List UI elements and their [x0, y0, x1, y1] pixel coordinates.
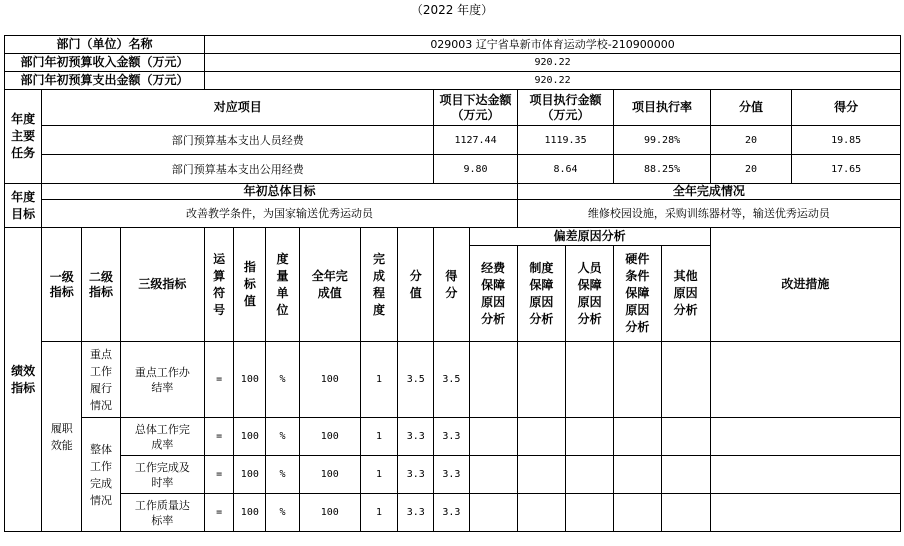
improve-cell	[710, 342, 900, 418]
actual-value: 100	[299, 418, 360, 456]
l2-value-text: 整体工作完成情况	[90, 442, 113, 507]
l3-value	[120, 456, 204, 494]
annual-tasks-label: 年度 主要 任务	[5, 90, 42, 184]
degree-header	[360, 228, 397, 342]
dev-system-header	[517, 246, 565, 342]
actual-value: 100	[299, 342, 360, 418]
task-item: 部门预算基本支出公用经费	[42, 155, 434, 184]
task-score-value-header: 分值	[710, 90, 791, 126]
completion-header: 全年完成情况	[517, 184, 900, 200]
dev-funding-cell	[469, 342, 517, 418]
deviation-header: 偏差原因分析	[469, 228, 710, 246]
income-label: 部门年初预算收入金额（万元）	[5, 54, 205, 72]
dev-funding-cell	[469, 456, 517, 494]
unit-header	[266, 228, 299, 342]
score-value: 3.3	[434, 418, 469, 456]
dev-hardware-text: 硬件条件保障原因分析	[625, 252, 650, 334]
income-value: 920.22	[205, 54, 901, 72]
actual-value: 100	[299, 494, 360, 532]
dev-system-text: 制度保障原因分析	[529, 260, 554, 326]
l3-value	[120, 418, 204, 456]
score-value: 3.5	[434, 342, 469, 418]
unit-value: %	[266, 456, 299, 494]
task-item: 部门预算基本支出人员经费	[42, 126, 434, 155]
score-header	[434, 228, 469, 342]
task-score: 17.65	[792, 155, 901, 184]
target-value: 100	[234, 494, 266, 532]
report-year-caption: （2022 年度）	[410, 3, 494, 17]
op-header-text: 运算符号	[213, 251, 226, 317]
l3-value-text: 重点工作办结率	[134, 365, 190, 394]
l2-value	[82, 418, 120, 532]
target-value: 100	[234, 342, 266, 418]
degree-value: 1	[360, 342, 397, 418]
op-value: =	[205, 342, 234, 418]
task-score: 19.85	[792, 126, 901, 155]
actual-value: 100	[299, 456, 360, 494]
actual-header	[299, 228, 360, 342]
dev-system-cell	[517, 418, 565, 456]
expense-value: 920.22	[205, 72, 901, 90]
score-header-text: 得分	[445, 268, 458, 300]
l1-value-text: 履职效能	[50, 421, 73, 452]
value-value: 3.3	[398, 418, 434, 456]
unit-value: %	[266, 494, 299, 532]
l2-value	[82, 342, 120, 418]
value-value: 3.3	[398, 456, 434, 494]
op-value: =	[205, 456, 234, 494]
dev-hardware-cell	[614, 418, 661, 456]
value-value: 3.3	[398, 494, 434, 532]
target-value: 100	[234, 418, 266, 456]
dev-system-cell	[517, 456, 565, 494]
dev-other-header	[661, 246, 710, 342]
initial-goal-text: 改善教学条件，为国家输送优秀运动员	[42, 200, 518, 228]
dev-hardware-cell	[614, 342, 661, 418]
op-header	[205, 228, 234, 342]
dev-hardware-cell	[614, 456, 661, 494]
improve-cell	[710, 456, 900, 494]
dev-system-cell	[517, 342, 565, 418]
degree-header-text: 完成程度	[373, 251, 386, 317]
dept-name-value: 029003 辽宁省阜新市体育运动学校-210900000	[205, 36, 901, 54]
op-value: =	[205, 494, 234, 532]
dev-hardware-cell	[614, 494, 661, 532]
annual-goal-label: 年度 目标	[5, 184, 42, 228]
dev-funding-header	[469, 246, 517, 342]
dev-staff-cell	[566, 342, 614, 418]
l3-value-text: 工作质量达标率	[134, 498, 190, 527]
task-executed: 8.64	[517, 155, 614, 184]
task-score-header: 得分	[792, 90, 901, 126]
l2-header	[82, 228, 120, 342]
l3-value	[120, 342, 204, 418]
improve-cell	[710, 418, 900, 456]
improve-header: 改进措施	[710, 228, 900, 342]
unit-header-text: 度量单位	[276, 251, 289, 317]
task-score-value: 20	[710, 155, 791, 184]
dev-funding-cell	[469, 494, 517, 532]
improve-cell	[710, 494, 900, 532]
dev-staff-text: 人员保障原因分析	[577, 260, 602, 326]
degree-value: 1	[360, 418, 397, 456]
l1-value	[42, 342, 82, 532]
l2-value-text: 重点工作履行情况	[90, 347, 113, 412]
task-rate: 88.25%	[614, 155, 711, 184]
value-value: 3.5	[398, 342, 434, 418]
performance-table	[4, 35, 901, 532]
task-rate: 99.28%	[614, 126, 711, 155]
dev-system-cell	[517, 494, 565, 532]
task-item-header: 对应项目	[42, 90, 434, 126]
l2-header-text: 二级指标	[89, 269, 114, 299]
dev-staff-cell	[566, 456, 614, 494]
completion-text: 维修校园设施，采购训练器材等，输送优秀运动员	[517, 200, 900, 228]
task-executed-header: 项目执行金额（万元）	[517, 90, 614, 126]
dev-other-cell	[661, 494, 710, 532]
dev-staff-header	[566, 246, 614, 342]
dev-other-text: 其他原因分析	[673, 269, 698, 317]
degree-value: 1	[360, 456, 397, 494]
value-header-text: 分值	[409, 268, 422, 300]
degree-value: 1	[360, 494, 397, 532]
target-header	[234, 228, 266, 342]
task-issued: 1127.44	[434, 126, 517, 155]
expense-label: 部门年初预算支出金额（万元）	[5, 72, 205, 90]
unit-value: %	[266, 418, 299, 456]
task-executed: 1119.35	[517, 126, 614, 155]
actual-header-text: 全年完成值	[311, 268, 348, 300]
score-value: 3.3	[434, 456, 469, 494]
target-value: 100	[234, 456, 266, 494]
dev-other-cell	[661, 418, 710, 456]
dept-name-label: 部门（单位）名称	[5, 36, 205, 54]
task-issued: 9.80	[434, 155, 517, 184]
target-header-text: 指标值	[243, 260, 256, 308]
l3-value-text: 总体工作完成率	[134, 422, 190, 451]
perf-indicators-label: 绩效 指标	[5, 228, 42, 532]
initial-goal-header: 年初总体目标	[42, 184, 518, 200]
op-value: =	[205, 418, 234, 456]
dev-staff-cell	[566, 494, 614, 532]
dev-funding-cell	[469, 418, 517, 456]
dev-other-cell	[661, 456, 710, 494]
dev-funding-text: 经费保障原因分析	[481, 260, 506, 326]
dev-other-cell	[661, 342, 710, 418]
l1-header	[42, 228, 82, 342]
task-issued-header: 项目下达金额（万元）	[434, 90, 517, 126]
l3-value-text: 工作完成及时率	[134, 460, 190, 489]
task-score-value: 20	[710, 126, 791, 155]
dev-staff-cell	[566, 418, 614, 456]
l3-header: 三级指标	[120, 228, 204, 342]
score-value: 3.3	[434, 494, 469, 532]
value-header	[398, 228, 434, 342]
task-rate-header: 项目执行率	[614, 90, 711, 126]
dev-hardware-header	[614, 246, 661, 342]
unit-value: %	[266, 342, 299, 418]
l3-value	[120, 494, 204, 532]
l1-header-text: 一级指标	[49, 269, 74, 299]
